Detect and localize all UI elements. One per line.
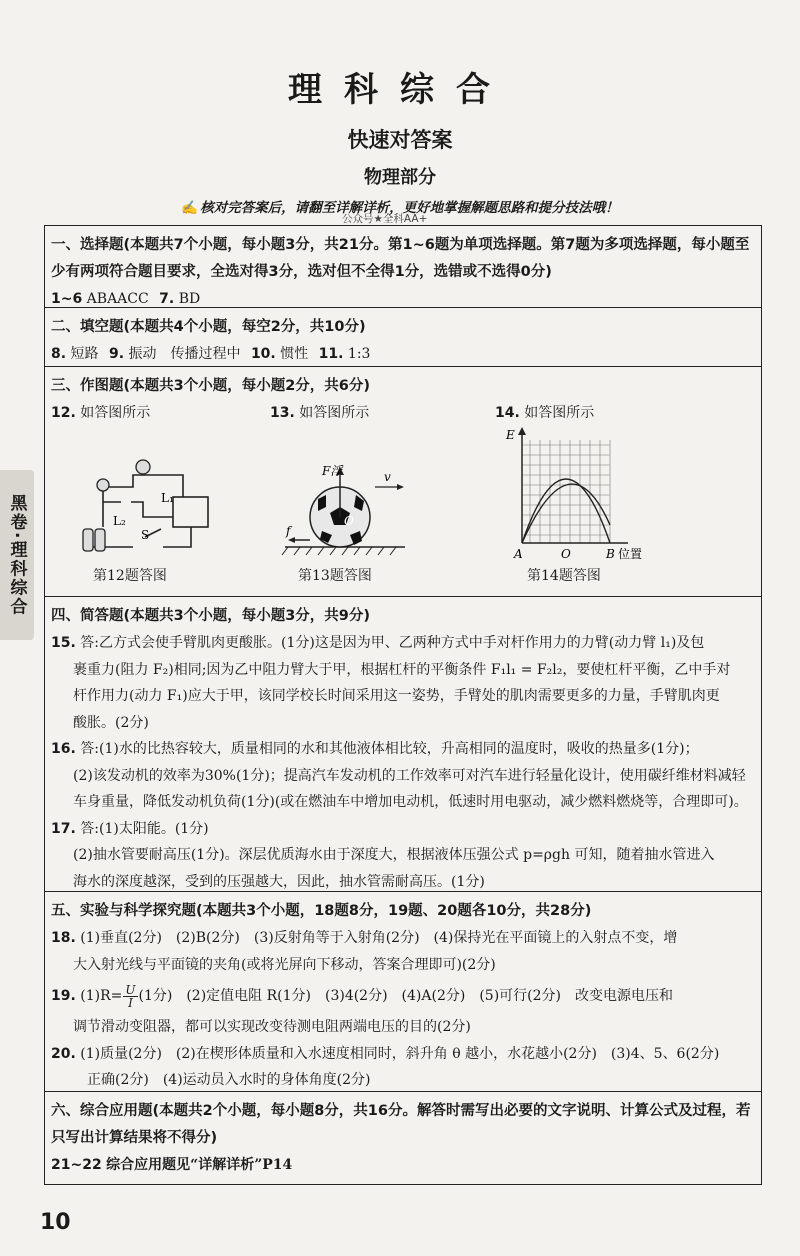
formula-fraction bbox=[123, 984, 137, 1009]
energy-graph-figure bbox=[500, 425, 650, 565]
side-tab: 黑卷·理科综合 bbox=[0, 470, 34, 640]
page-subtitle: 快速对答案 bbox=[347, 128, 453, 152]
answer-text: 正确(2分) (4)运动员入水时的身体角度(2分) bbox=[87, 1072, 371, 1088]
question-number: 21~22 bbox=[51, 1157, 102, 1173]
answer-line bbox=[51, 816, 751, 843]
section-experiment bbox=[45, 892, 761, 1092]
question-number: 10. bbox=[250, 346, 276, 362]
answer-text: 杆作用力(动力 F₁)应大于甲，该同学校长时间采用这一姿势，手臂处的肌肉需要更多的力量，手臂肌肉更 bbox=[73, 688, 720, 704]
figure-caption: 第13题答图 bbox=[298, 568, 372, 584]
answer-text: (2)抽水管要耐高压(1分)。深层优质海水由于深度大，根据液体压强公式 p=ρgh 可知，随着抽水管进入 bbox=[73, 847, 715, 863]
fig13-label-buoyancy: F浮 bbox=[322, 464, 343, 478]
fig12-label-s: S bbox=[141, 528, 150, 542]
section-fill bbox=[45, 308, 761, 367]
fig13-label-o: O bbox=[344, 514, 354, 528]
answer-text: 振动 传播过程中 bbox=[128, 346, 241, 362]
answer-text: 裹重力(阻力 F₂)相同;因为乙中阻力臂大于甲，根据杠杆的平衡条件 F₁l₁ = F₂l₂，要使杠杆平衡，乙中手对 bbox=[73, 661, 731, 678]
fig13-label-f: f bbox=[286, 524, 291, 538]
answer-text: (1分) (2)定值电阻 R(1分) (3)4(2分) (4)A(2分) (5)可行(2分) 改变电源电压和 bbox=[138, 988, 673, 1004]
answer-line bbox=[51, 1152, 751, 1179]
figure-caption: 第14题答图 bbox=[527, 568, 601, 584]
question-number: 18. bbox=[51, 930, 76, 946]
question-number: 14. bbox=[495, 405, 520, 421]
ball-figure bbox=[280, 455, 415, 565]
fig14-label-b: B bbox=[606, 547, 615, 561]
fig12-label-l1: L₁ bbox=[161, 491, 174, 505]
section-choice bbox=[45, 226, 761, 308]
question-number: 7. bbox=[159, 291, 175, 307]
fig14-label-o: O bbox=[561, 547, 571, 561]
fig14-label-position: 位置 bbox=[618, 547, 643, 561]
question-number: 8. bbox=[51, 346, 67, 362]
fig12-label-l2: L₂ bbox=[113, 514, 126, 528]
answer-text: 海水的深度越深，受到的压强越大，因此，抽水管需耐高压。(1分) bbox=[73, 873, 485, 890]
answer-text: 答:乙方式会使手臂肌肉更酸胀。(1分)这是因为甲、乙两种方式中手对杆作用力的力臂(动力臂 l₁)及包 bbox=[80, 635, 705, 651]
fig14-label-a: A bbox=[514, 547, 523, 561]
answer-text: 大入射光线与平面镜的夹角(或将光屏向下移动，答案合理即可)(2分) bbox=[73, 956, 496, 973]
answer-line bbox=[51, 925, 751, 952]
section-short-answer bbox=[45, 597, 761, 892]
answer-line bbox=[51, 630, 751, 657]
section-application bbox=[45, 1092, 761, 1184]
question-number: 9. bbox=[108, 346, 125, 362]
fraction-denominator: I bbox=[128, 995, 133, 1010]
question-number: 13. bbox=[270, 405, 295, 421]
answer-text: 惯性 bbox=[280, 346, 309, 362]
answer-text: 车身重量，降低发动机负荷(1分)(或在燃油车中增加电动机，低速时用电驱动，减少燃料燃烧等，合理即可)。 bbox=[73, 794, 748, 810]
answer-text: (1)R= bbox=[80, 988, 123, 1004]
answer-text: 短路 bbox=[70, 346, 99, 362]
section-heading-cont: 只写出计算结果将不得分) bbox=[51, 1130, 218, 1146]
question-number: 20. bbox=[51, 1045, 76, 1062]
question-number: 12. bbox=[51, 405, 76, 421]
section-heading: 三、作图题(本题共3个小题，每小题2分，共6分) bbox=[51, 378, 371, 394]
answer-line bbox=[51, 978, 751, 1014]
tip-text: 核对完答案后，请翻至详解详析，更好地掌握解题思路和提分技法哦！ bbox=[200, 200, 619, 216]
fig14-label-e: E bbox=[506, 428, 515, 442]
figure-caption: 第12题答图 bbox=[93, 568, 167, 584]
question-number: 11. bbox=[318, 346, 344, 362]
page-number: 10 bbox=[40, 1210, 71, 1235]
answer-text: 综合应用题见“详解详析”P14 bbox=[106, 1157, 293, 1173]
section-drawing bbox=[45, 367, 761, 597]
question-number: 17. bbox=[51, 820, 76, 837]
answer-text: 答:(1)水的比热容较大，质量相同的水和其他液体相比较，升高相同的温度时，吸收的热量多(1分)； bbox=[80, 741, 699, 757]
fig13-label-v: v bbox=[384, 470, 391, 484]
question-number: 16. bbox=[51, 741, 76, 757]
answer-text: (1)质量(2分) (2)在楔形体质量和入水速度相同时，斜升角 θ 越小，水花越小(2分) (3)4、5、6(2分) bbox=[80, 1045, 720, 1062]
section-heading-cont: 少有两项符合题目要求，全选对得3分，选对但不全得1分，选错或不选得0分) bbox=[51, 264, 552, 280]
section-heading: 六、综合应用题(本题共2个小题，每小题8分，共16分。解答时需写出必要的文字说明、计算公式及过程，若 bbox=[51, 1103, 751, 1119]
answer-line bbox=[51, 400, 150, 427]
watermark: 公众号★全科AA+ bbox=[342, 213, 428, 225]
section-heading: 四、简答题(本题共3个小题，每小题3分，共9分) bbox=[51, 608, 371, 624]
answer-text: 如答图所示 bbox=[524, 405, 595, 421]
answer-text: 1:3 bbox=[347, 346, 371, 362]
fraction-numerator: U bbox=[125, 982, 136, 997]
answer-line bbox=[51, 341, 751, 368]
answer-text: BD bbox=[178, 291, 201, 307]
answer-line bbox=[51, 1041, 751, 1068]
answer-text: ABAACC bbox=[86, 291, 149, 307]
answer-line bbox=[51, 736, 751, 763]
section-title: 物理部分 bbox=[364, 167, 436, 188]
answer-text: (2)该发动机的效率为30%(1分)；提高汽车发动机的工作效率可对汽车进行轻量化设计，使用碳纤维材料减轻 bbox=[73, 767, 746, 784]
question-number: 15. bbox=[51, 635, 76, 651]
question-number: 1~6 bbox=[51, 291, 83, 307]
answer-text: 酸胀。(2分) bbox=[73, 714, 149, 731]
section-heading: 一、选择题(本题共7个小题，每小题3分，共21分。第1~6题为单项选择题。第7题为多项选择题，每小题至 bbox=[51, 237, 750, 253]
answer-text: 答:(1)太阳能。(1分) bbox=[80, 820, 209, 837]
answer-box bbox=[44, 225, 762, 1185]
answer-text: (1)垂直(2分) (2)B(2分) (3)反射角等于入射角(2分) (4)保持光在平面镜上的入射点不变，增 bbox=[80, 930, 678, 946]
answer-text: 如答图所示 bbox=[299, 405, 370, 421]
section-heading: 五、实验与科学探究题(本题共3个小题，18题8分，19题、20题各10分，共28分) bbox=[51, 903, 592, 919]
answer-line bbox=[495, 400, 594, 427]
page-title: 理科综合 bbox=[288, 70, 512, 110]
answer-text: 调节滑动变阻器，都可以实现改变待测电阻两端电压的目的(2分) bbox=[73, 1019, 471, 1035]
pencil-hand-icon: ✍ bbox=[181, 200, 199, 216]
circuit-figure bbox=[73, 457, 223, 562]
answer-text: 如答图所示 bbox=[80, 405, 151, 421]
answer-line bbox=[270, 400, 369, 427]
section-heading: 二、填空题(本题共4个小题，每空2分，共10分) bbox=[51, 319, 366, 335]
question-number: 19. bbox=[51, 988, 76, 1004]
